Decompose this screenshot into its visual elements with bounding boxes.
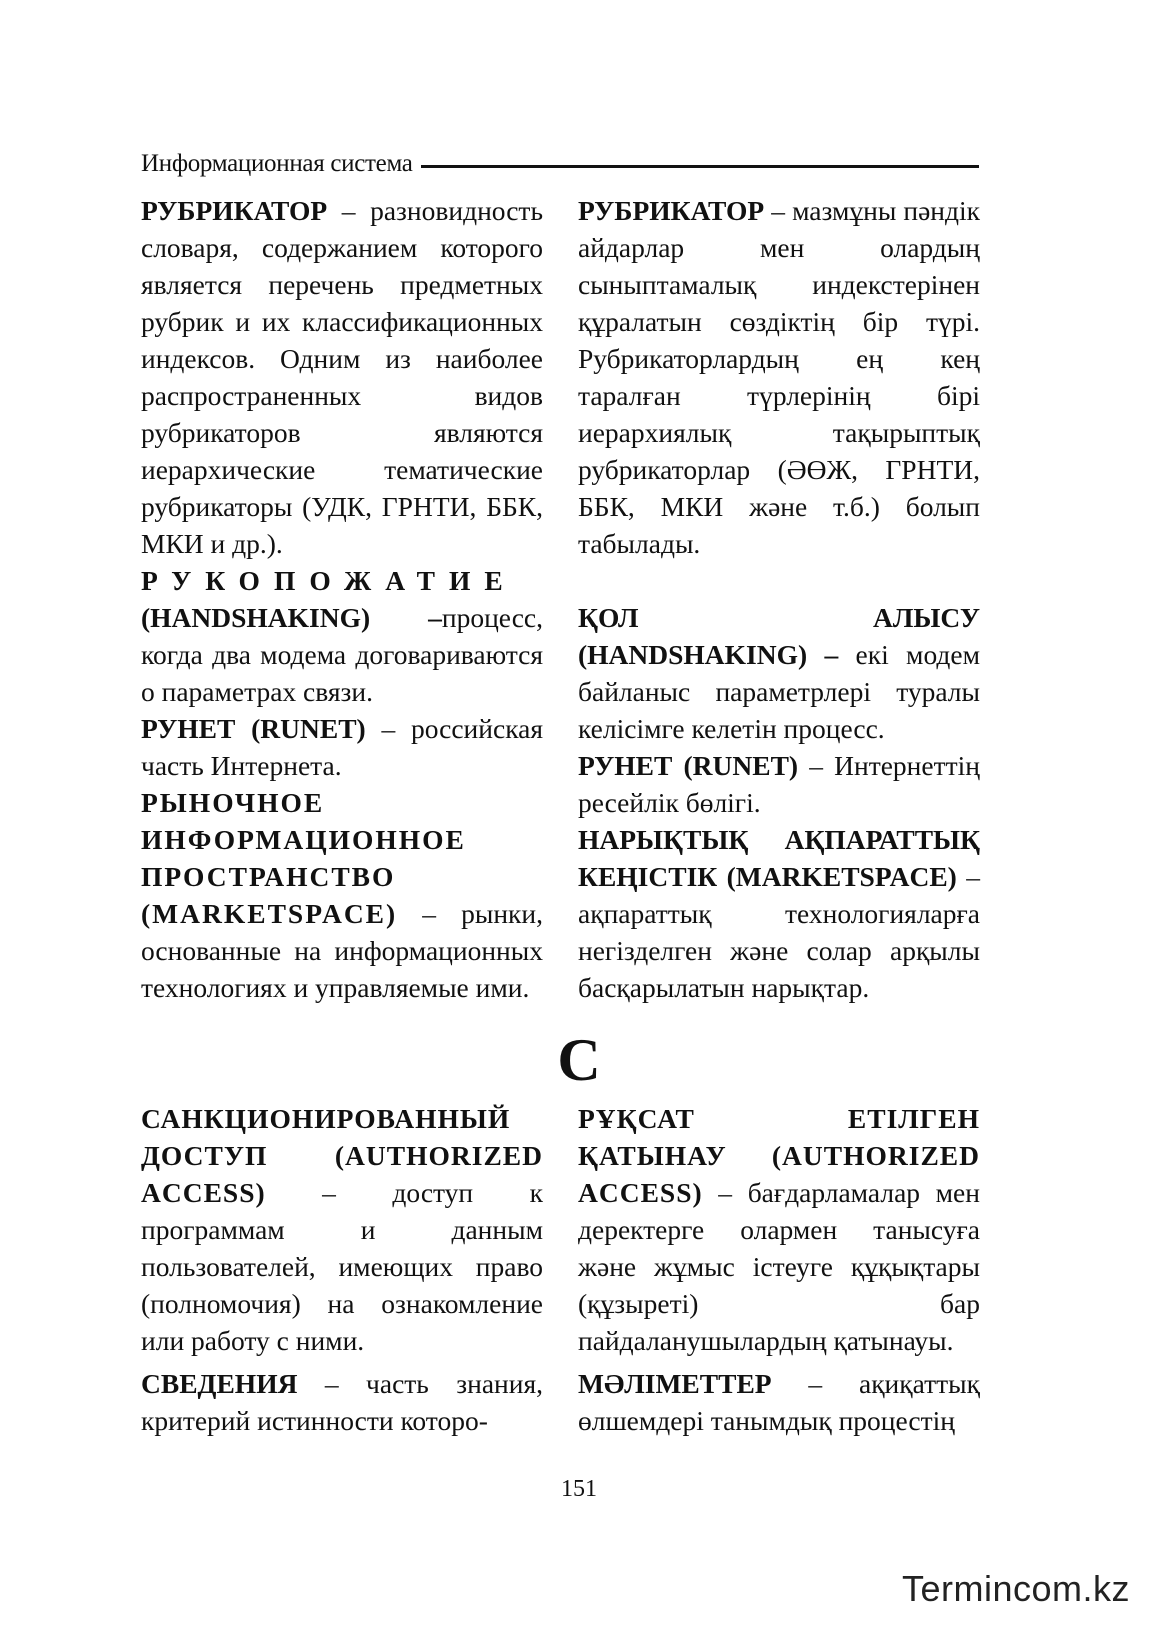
definition-handshaking-ru: процесс, когда два модема договариваются о параметрах связи. (141, 602, 543, 707)
definition-authorized-ru: – доступ к программам и данным пользователей, имеющих право (полномочия) на ознакомление или работу с ними. (141, 1177, 543, 1356)
definition-svedeniya-ru: – часть знания, критерий истинности которо- (141, 1368, 543, 1436)
kz-column-top (578, 192, 980, 1006)
term-handshaking-ru-line1: РУКОПОЖАТИЕ (141, 565, 517, 596)
term-runet-kz: РУНЕТ (RUNET) (578, 750, 799, 781)
page-number: 151 (561, 1476, 597, 1502)
definition-runet-kz: – Интернеттің ресейлік бөлігі. (578, 750, 980, 818)
term-authorized-ru: САНКЦИОНИРОВАННЫЙ ДОСТУП (AUTHORIZED ACCESS) (141, 1103, 543, 1208)
term-rubrikator-kz: РУБРИКАТОР (578, 195, 765, 226)
running-header (141, 146, 979, 182)
definition-rubrikator-ru: – разновидность словаря, содержанием которого является перечень предметных рубрик и их классификационных индексов. Одним из наиболее распространенных видов рубрикаторов являются иерархические тематические рубрикаторы (УДК, ГРНТИ, ББК, МКИ и др.). (141, 195, 543, 559)
entry-handshaking-ru (141, 562, 543, 710)
term-runet-ru: РУНЕТ (RUNET) (141, 713, 366, 744)
definition-handshaking-kz: екі модем байланыс параметрлері туралы келісімге келетін процесс. (578, 639, 981, 744)
entry-svedeniya-kz (578, 1365, 980, 1439)
term-rubrikator-ru: РУБРИКАТОР (141, 195, 328, 226)
term-authorized-kz: РҰҚСАТ ЕТІЛГЕН ҚАТЫНАУ (AUTHORIZED ACCESS) (578, 1103, 980, 1208)
termincom-watermark-logo: Termincom.kz (901, 1568, 1130, 1609)
entry-svedeniya-ru (141, 1365, 543, 1439)
ru-column-bottom (141, 1100, 543, 1439)
term-marketspace-kz: НАРЫҚТЫҚ АҚПАРАТТЫҚ КЕҢІСТІК (MARKETSPACE) (578, 824, 980, 892)
definition-authorized-kz: – бағдарламалар мен деректерге олармен танысуға және жұмыс істеуге құқықтары (құзыреті) бар пайдаланушылардың қатынауы. (578, 1177, 980, 1356)
term-svedeniya-ru: СВЕДЕНИЯ (141, 1368, 298, 1399)
term-handshaking-ru-line2: (HANDSHAKING) – (141, 602, 442, 633)
entry-rubrikator-kz (578, 192, 980, 562)
term-marketspace-ru: РЫНОЧНОЕ ИНФОРМАЦИОННОЕ ПРОСТРАНСТВО (MARKETSPACE) (141, 787, 466, 929)
entry-handshaking-kz (578, 599, 980, 747)
definition-rubrikator-kz: – мазмұны пәндік айдарлар мен олардың сыныптамалық индекстерінен құралатын сөздіктің бір түрі. Рубрикаторлардың ең кең таралған түрлерінің бірі иерархиялық тақырыптық рубрикаторлар (ӘӨЖ, ГРНТИ, ББК, МКИ және т.б.) болып табылады. (578, 195, 980, 559)
section-letter: С (557, 1027, 601, 1093)
entry-runet-kz (578, 747, 980, 821)
term-handshaking-kz: ҚОЛ АЛЫСУ (HANDSHAKING) – (578, 602, 980, 670)
header-rule (421, 165, 979, 168)
entry-rubrikator-ru (141, 192, 543, 562)
definition-svedeniya-kz: – ақиқаттық өлшемдері танымдық процестің (578, 1368, 980, 1436)
definition-marketspace-ru: – рынки, основанные на информационных технологиях и управляемые ими. (141, 898, 543, 1003)
ru-column-top (141, 192, 543, 1006)
entry-runet-ru (141, 710, 543, 784)
entry-authorized-kz (578, 1100, 980, 1359)
entry-marketspace-kz (578, 821, 980, 1006)
term-svedeniya-kz: МӘЛІМЕТТЕР (578, 1368, 772, 1399)
header-title: Информационная система (141, 150, 413, 177)
entry-marketspace-ru (141, 784, 543, 1006)
kz-column-bottom (578, 1100, 980, 1439)
definition-marketspace-kz: – ақпараттық технологияларға негізделген және солар арқылы басқарылатын нарықтар. (578, 861, 980, 1003)
definition-runet-ru: – российская часть Интернета. (141, 713, 543, 781)
entry-authorized-ru (141, 1100, 543, 1359)
